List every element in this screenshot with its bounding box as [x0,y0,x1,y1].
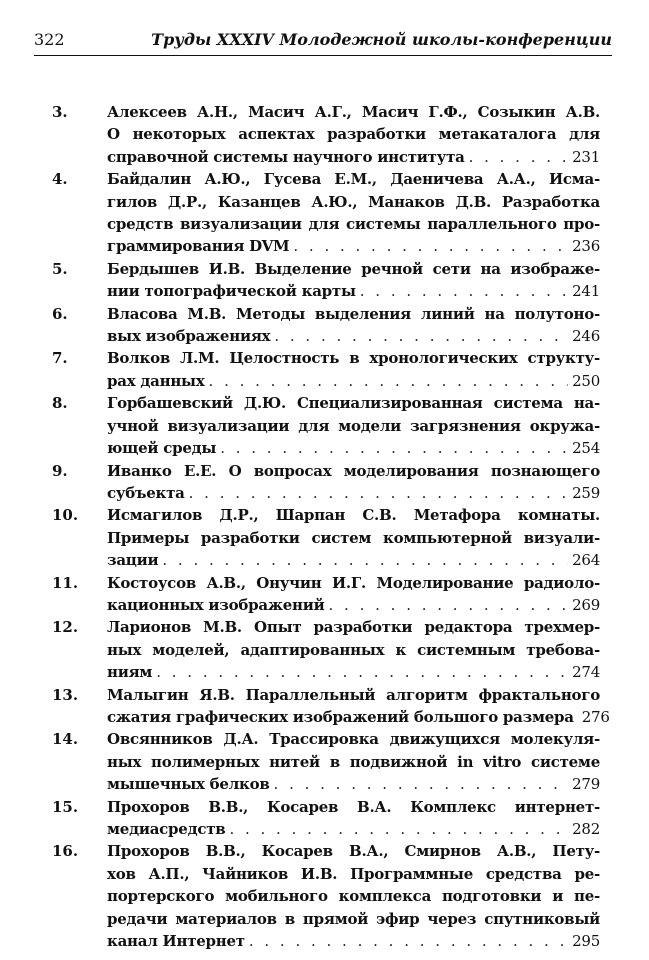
dot-leader [189,482,568,504]
entry-number: 14. [52,730,79,749]
entry-number: 9. [52,461,68,480]
entry-number: 5. [52,259,68,278]
entry-line: кационных изображений [107,595,325,614]
entry-line: Власова М.В. Методы выделения линий на полутоно- [107,304,600,323]
entry-line: О некоторых аспектах разработки метакаталога для [107,125,600,144]
entry-last-line [107,235,600,257]
toc-entry[interactable] [52,684,610,729]
entry-line: Горбашевский Д.Ю. Специализированная система на- [107,394,600,413]
toc-entry[interactable] [52,258,600,303]
entry-last-line [107,706,610,728]
entry-line: ниям [107,663,153,682]
dot-leader [274,773,569,795]
page-reference[interactable]: 250 [572,371,600,390]
dot-leader [209,370,569,392]
entry-body [107,728,600,795]
entry-last-line [107,370,600,392]
running-title: Труды XXXIV Молодежной школы-конференции [151,30,612,49]
page-reference[interactable]: 241 [572,282,600,301]
dot-leader [469,146,569,168]
entry-last-line [107,773,600,795]
page-reference[interactable]: 279 [572,775,600,794]
entry-last-line [107,482,600,504]
toc-entry[interactable] [52,616,600,683]
entry-last-line [107,661,600,683]
toc-entry[interactable] [52,303,600,348]
entry-line: рах данных [107,371,205,390]
page-reference[interactable]: 282 [572,820,600,838]
entry-line: Прохоров В.В., Косарев В.А. Комплекс интернет- [107,797,600,816]
entry-line: медиасредств [107,820,226,838]
dot-leader [249,930,568,952]
page-reference[interactable]: 259 [572,483,600,502]
page-reference[interactable]: 264 [572,551,600,570]
entry-line: зации [107,551,159,570]
entry-line: портерского мобильного комплекса подготовки и пе- [107,887,600,906]
toc-entry[interactable] [52,168,600,258]
entry-number: 12. [52,618,79,637]
entry-line: редачи материалов в прямой эфир через спутниковый [107,909,600,928]
entry-line: канал Интернет [107,932,245,951]
toc-entry[interactable] [52,572,600,617]
dot-leader [329,594,569,616]
entry-line: ющей среды [107,439,217,458]
entry-body [107,796,600,841]
entry-last-line [107,930,600,952]
toc-entry[interactable] [52,101,600,168]
entry-body [107,460,600,505]
toc-entry[interactable] [52,796,600,841]
entry-line: субъекта [107,483,185,502]
entry-line: вых изображениях [107,327,271,346]
entry-body [107,572,600,617]
dot-leader [293,235,568,257]
entry-number: 6. [52,304,68,323]
entry-body [107,840,600,952]
entry-line: Прохоров В.В., Косарев В.А., Смирнов А.В., Пету- [107,842,600,861]
dot-leader [229,818,568,840]
entry-line: Примеры разработки систем компьютерной визуали- [107,528,600,547]
toc-entry[interactable] [52,504,600,571]
entry-number: 10. [52,506,79,525]
entry-body [107,684,610,729]
entry-number: 3. [52,103,68,121]
entry-line: средств визуализации для системы параллельного про- [107,215,600,234]
toc-entry[interactable] [52,728,600,795]
entry-line: граммирования DVM [107,237,290,256]
entry-last-line [107,437,600,459]
entry-body [107,504,600,571]
entry-line: мышечных белков [107,775,270,794]
entry-line: хов А.П., Чайников И.В. Программные средства ре- [107,864,600,883]
entry-body [107,258,600,303]
page-reference[interactable]: 274 [572,663,600,682]
entry-line: гилов Д.Р., Казанцев А.Ю., Манаков Д.В. Разработка [107,192,600,211]
entry-line: Иванко Е.Е. О вопросах моделирования познающего [107,461,600,480]
entry-last-line [107,818,600,840]
page-reference[interactable]: 246 [572,327,600,346]
page-reference[interactable]: 231 [572,147,600,166]
entry-line: нии топографической карты [107,282,356,301]
entry-line: Костоусов А.В., Онучин И.Г. Моделирование радиоло- [107,573,600,592]
table-of-contents [0,101,649,952]
page-reference[interactable]: 276 [581,707,610,726]
page-reference[interactable]: 236 [572,237,600,256]
page-header [34,30,612,52]
entry-last-line [107,280,600,302]
entry-number: 13. [52,685,79,704]
entry-number: 4. [52,170,68,189]
toc-entry[interactable] [52,347,600,392]
header-rule [34,55,612,56]
entry-line: Бердышев И.В. Выделение речной сети на изображе- [107,259,600,278]
entry-line: Исмагилов Д.Р., Шарпан С.В. Метафора комнаты. [107,506,600,525]
entry-line: Овсянников Д.А. Трассировка движущихся молекуля- [107,730,600,749]
entry-line: Алексеев А.Н., Масич А.Г., Масич Г.Ф., Созыкин А.В. [107,103,600,121]
page-reference[interactable]: 295 [572,932,600,951]
entry-body [107,347,600,392]
entry-number: 15. [52,797,79,816]
dot-leader [162,549,568,571]
dot-leader [156,661,568,683]
entry-number: 8. [52,394,68,413]
entry-last-line [107,146,600,168]
entry-last-line [107,325,600,347]
entry-line: ных моделей, адаптированных к системным требова- [107,640,600,659]
entry-last-line [107,594,600,616]
entry-line: Волков Л.М. Целостность в хронологических структу- [107,349,600,368]
entry-number: 11. [52,573,79,592]
entry-line: сжатия графических изображений большого размера [107,707,574,726]
entry-line: Малыгин Я.В. Параллельный алгоритм фрактального [107,685,600,704]
entry-number: 16. [52,842,79,861]
entry-body [107,392,600,459]
entry-last-line [107,549,600,571]
page-reference[interactable]: 269 [572,595,600,614]
entry-body [107,168,600,258]
entry-body [107,616,600,683]
page-number: 322 [34,30,65,49]
entry-line: справочной системы научного института [107,147,465,166]
toc-entry[interactable] [52,460,600,505]
dot-leader [220,437,568,459]
toc-entry[interactable] [52,840,600,952]
dot-leader [360,280,568,302]
entry-line: ных полимерных нитей в подвижной in vitro системе [107,752,600,771]
dot-leader [274,325,568,347]
entry-line: учной визуализации для модели загрязнения окружа- [107,416,600,435]
entry-number: 7. [52,349,68,368]
toc-entry[interactable] [52,392,600,459]
entry-line: Ларионов М.В. Опыт разработки редактора трехмер- [107,618,600,637]
entry-body [107,101,600,168]
page-reference[interactable]: 254 [572,439,600,458]
entry-body [107,303,600,348]
entry-line: Байдалин А.Ю., Гусева Е.М., Даеничева А.А., Исма- [107,170,600,189]
